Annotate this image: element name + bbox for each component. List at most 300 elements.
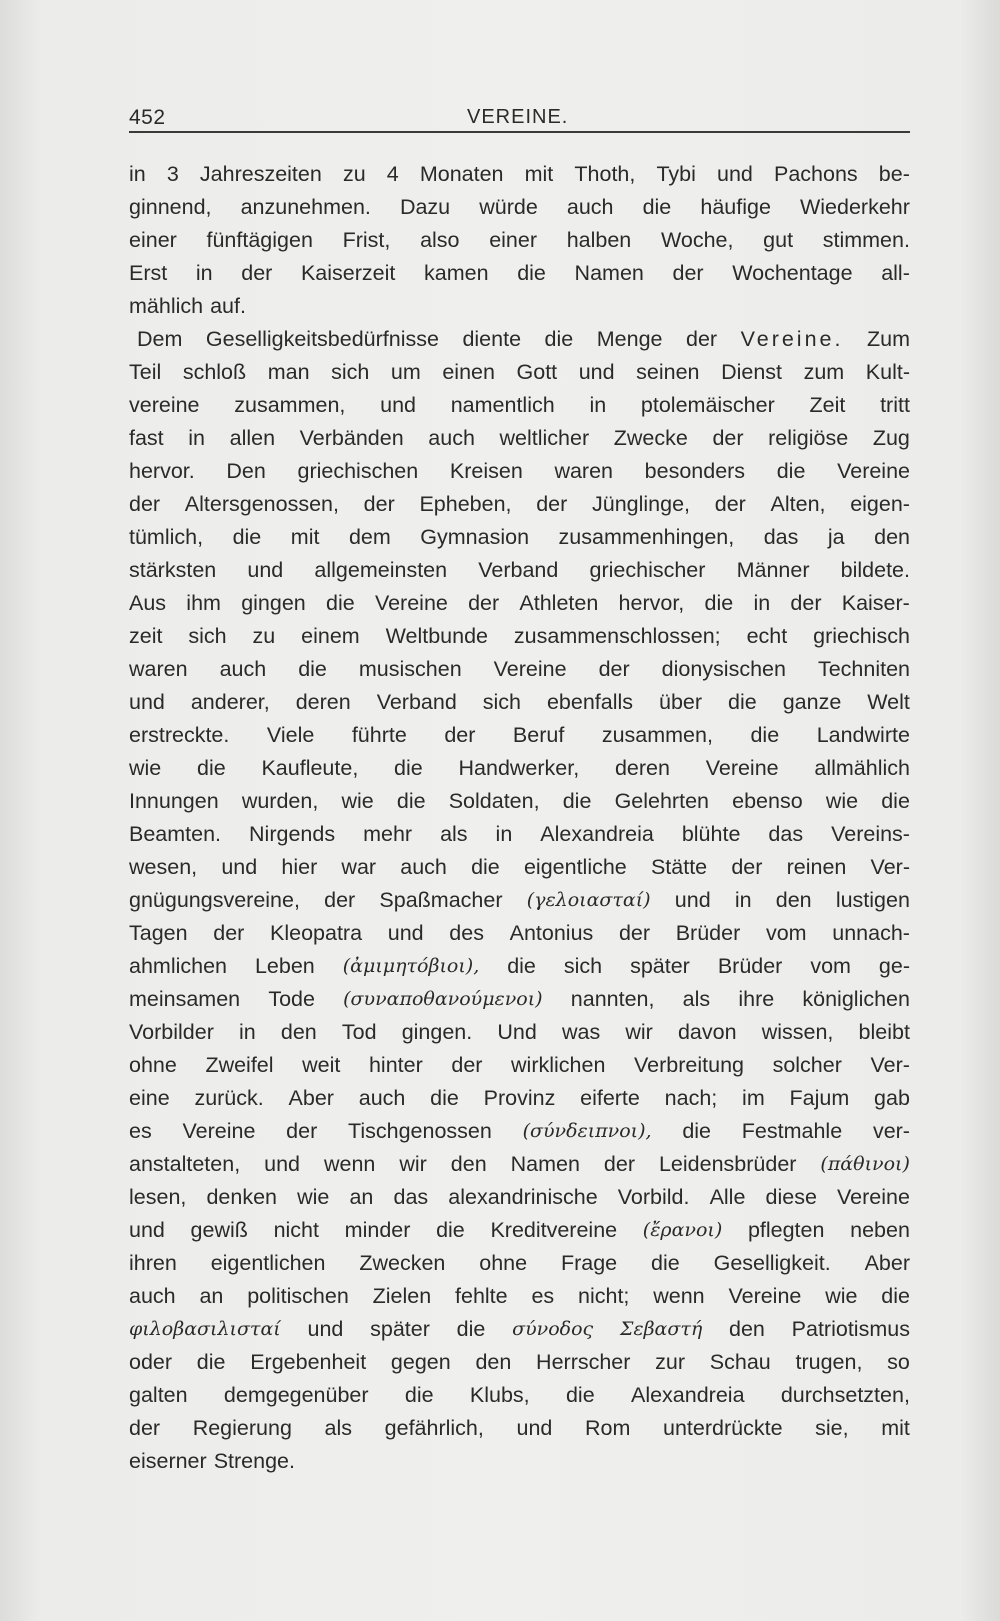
word: es — [531, 1284, 555, 1308]
word: (συναποθανούμενοι) — [343, 988, 543, 1010]
word: um — [390, 360, 421, 384]
word: hervor. — [129, 459, 195, 483]
word: den — [280, 1020, 317, 1044]
word: fast — [129, 426, 164, 450]
word: Wochentage — [732, 261, 853, 285]
word: Welt — [867, 690, 910, 714]
word: Aber — [288, 1086, 334, 1110]
word: die — [728, 690, 757, 714]
word: zeit — [129, 624, 163, 648]
text-line — [129, 851, 910, 884]
word: lustigen — [835, 888, 910, 912]
word: den — [729, 1317, 765, 1341]
word: in — [753, 591, 771, 615]
text-line — [129, 356, 910, 389]
word: waren — [554, 459, 613, 483]
word: auch — [566, 195, 614, 219]
word: Altersgenossen, — [184, 492, 339, 516]
word: meinsamen — [129, 987, 241, 1011]
word: seinen — [636, 360, 700, 384]
text-line — [129, 983, 910, 1016]
word: besonders — [644, 459, 746, 483]
word: hervor, — [618, 591, 685, 615]
word: die — [326, 591, 355, 615]
word: all- — [881, 261, 910, 285]
word: (ἔρανοι) — [642, 1219, 723, 1241]
word: eigen- — [850, 492, 910, 516]
word: religiöse — [768, 426, 849, 450]
word: die — [471, 855, 500, 879]
word: die — [396, 789, 426, 813]
word: die — [565, 1383, 595, 1407]
word: ohne — [129, 1053, 177, 1077]
word: Schau — [709, 1350, 771, 1374]
word: Gelehrten — [614, 789, 709, 813]
word: in — [239, 1020, 256, 1044]
text-line — [129, 587, 910, 620]
word: den — [775, 888, 812, 912]
word: anstalteten, — [129, 1152, 241, 1176]
word: Kreisen — [449, 459, 523, 483]
word: unnach- — [832, 921, 910, 945]
word: die — [197, 756, 226, 780]
word: königlichen — [802, 987, 910, 1011]
word: oder — [129, 1350, 173, 1374]
word: im — [742, 1086, 765, 1110]
text-line — [129, 1181, 910, 1214]
word: auch — [219, 657, 267, 681]
word: der — [451, 1053, 483, 1077]
word: an — [199, 1284, 224, 1308]
word: Techniten — [817, 657, 910, 681]
word: 4 — [386, 162, 399, 186]
word: allmählich — [814, 756, 910, 780]
word: Kult- — [865, 360, 910, 384]
text-line — [129, 257, 910, 290]
word: eine — [129, 1086, 170, 1110]
word: die — [298, 657, 327, 681]
body-text — [129, 158, 910, 1478]
word: war — [341, 855, 377, 879]
word: der — [603, 1152, 635, 1176]
word: die — [436, 1218, 465, 1242]
word: ja — [827, 525, 845, 549]
text-line — [129, 1115, 910, 1148]
word: stimmen. — [822, 228, 910, 252]
word: Festmahle — [741, 1119, 843, 1143]
word: und — [129, 1218, 165, 1242]
word: Alexandreia — [630, 1383, 745, 1407]
word: der — [712, 426, 744, 450]
word: Klubs, — [469, 1383, 530, 1407]
word: Ver- — [870, 855, 910, 879]
word: mählich — [129, 294, 204, 318]
running-head: VEREINE. — [467, 106, 569, 128]
word: Tagen — [129, 921, 188, 945]
word: mit — [524, 162, 554, 186]
word: führte — [351, 723, 407, 747]
word: als — [440, 822, 468, 846]
word: halben — [566, 228, 632, 252]
word: der — [714, 492, 746, 516]
word: die — [232, 525, 262, 549]
word: Regierung — [192, 1416, 292, 1440]
word: gewiß — [190, 1218, 248, 1242]
text-line — [129, 719, 910, 752]
word: wir — [399, 1152, 427, 1176]
word: in — [195, 261, 213, 285]
word: hier — [281, 855, 318, 879]
word: wir — [625, 1020, 653, 1044]
word: wie — [129, 756, 162, 780]
word: die — [456, 1317, 486, 1341]
word: wie — [341, 789, 374, 813]
word: erstreckte. — [129, 723, 230, 747]
word: der — [241, 261, 273, 285]
word: und — [387, 921, 424, 945]
text-line — [129, 917, 910, 950]
word: (γελοιασταί) — [526, 889, 651, 911]
word: in — [734, 888, 752, 912]
word: Woche, — [660, 228, 734, 252]
word: auch — [129, 1284, 176, 1308]
word: Tybi — [656, 162, 696, 186]
word: gab — [874, 1086, 910, 1110]
word: diente — [462, 327, 522, 351]
word: Männer — [736, 558, 810, 582]
word: solcher — [772, 1053, 842, 1077]
word: Frage — [560, 1251, 618, 1275]
word: zu — [252, 624, 276, 648]
word: wenn — [323, 1152, 376, 1176]
word: tritt — [880, 393, 910, 417]
word: Wiederkehr — [799, 195, 910, 219]
word: Athleten — [519, 591, 599, 615]
word: auch — [428, 426, 475, 450]
word: zur — [655, 1350, 686, 1374]
word: galten — [129, 1383, 188, 1407]
word: gefährlich, — [384, 1416, 484, 1440]
text-line — [129, 785, 910, 818]
word: allgemeinsten — [314, 558, 448, 582]
word: was — [561, 1020, 601, 1044]
word: sich — [331, 360, 370, 384]
word: Ver- — [870, 1053, 910, 1077]
word: Landwirte — [816, 723, 910, 747]
word: Spaßmacher — [379, 888, 503, 912]
word: echt — [746, 624, 788, 648]
word: die — [776, 459, 806, 483]
text-line — [129, 884, 910, 917]
word: Innungen — [129, 789, 219, 813]
word: als — [682, 987, 711, 1011]
word: alexandrinische — [448, 1185, 598, 1209]
text-line — [129, 1379, 910, 1412]
word: Gymnasion — [420, 525, 530, 549]
word: namentlich — [450, 393, 555, 417]
word: die — [704, 591, 734, 615]
word: Vereins- — [831, 822, 910, 846]
word: die — [750, 723, 780, 747]
word: an — [349, 1185, 374, 1209]
word: σύνοδος — [512, 1318, 594, 1340]
word: Vereine — [374, 591, 448, 615]
word: Provinz — [483, 1086, 556, 1110]
text-line — [129, 1049, 910, 1082]
word: Nirgends — [249, 822, 336, 846]
word: eiferte — [580, 1086, 640, 1110]
word: Jahreszeiten — [199, 162, 322, 186]
text-line — [129, 1346, 910, 1379]
word: später — [370, 1317, 430, 1341]
word: fehlte — [455, 1284, 508, 1308]
word: der — [536, 492, 568, 516]
text-line — [129, 1412, 910, 1445]
word: Patriotismus — [791, 1317, 910, 1341]
word: Soldaten, — [448, 789, 540, 813]
word: auch — [400, 855, 447, 879]
word: gegen — [390, 1350, 451, 1374]
word: Thoth, — [574, 162, 636, 186]
word: ganze — [782, 690, 842, 714]
word: durchsetzten, — [780, 1383, 910, 1407]
word: zusammen, — [234, 393, 346, 417]
word: ihren — [129, 1251, 177, 1275]
word: Strenge. — [213, 1449, 295, 1473]
word: Zug — [872, 426, 910, 450]
word: Ergebenheit — [250, 1350, 367, 1374]
word: Geselligkeitsbedürfnisse — [205, 327, 439, 351]
word: zum — [803, 360, 845, 384]
word: der — [286, 1119, 318, 1143]
word: die — [562, 789, 592, 813]
word: Gott — [516, 360, 558, 384]
word: einer — [129, 228, 177, 252]
text-line — [129, 323, 910, 356]
word: Alten, — [770, 492, 826, 516]
word: mit — [290, 525, 320, 549]
word: die — [682, 1119, 712, 1143]
word: über — [659, 690, 703, 714]
word: Zum — [866, 327, 910, 351]
word: minder — [344, 1218, 411, 1242]
word: Leben — [254, 954, 315, 978]
word: wie — [297, 1185, 330, 1209]
word: in — [589, 393, 607, 417]
word: Alexandreia — [540, 822, 654, 846]
word: der — [324, 888, 356, 912]
word: Kreditvereine — [490, 1218, 618, 1242]
word: Zweifel — [205, 1053, 274, 1077]
text-line — [129, 1247, 910, 1280]
word: der — [790, 591, 822, 615]
word: einem — [301, 624, 360, 648]
word: und — [674, 888, 711, 912]
word: Verband — [376, 690, 457, 714]
word: ahmlichen — [129, 954, 227, 978]
word: die — [430, 1086, 459, 1110]
word: Brüder — [675, 921, 741, 945]
text-line — [129, 950, 910, 983]
word: Frist, — [342, 228, 391, 252]
word: dionysischen — [661, 657, 786, 681]
word: Vorbild. — [617, 1185, 690, 1209]
word: so — [887, 1350, 910, 1374]
word: wesen, — [129, 855, 198, 879]
word: Verband — [478, 558, 559, 582]
word: griechischen — [297, 459, 419, 483]
word: in — [188, 426, 205, 450]
word: der — [468, 591, 500, 615]
word: weltlicher — [499, 426, 590, 450]
word: Tod — [341, 1020, 377, 1044]
word: allen — [229, 426, 276, 450]
word: und — [380, 393, 416, 417]
word: gingen. — [401, 1020, 473, 1044]
word: sie, — [815, 1416, 849, 1440]
word: diese — [765, 1185, 817, 1209]
word: nicht — [273, 1218, 319, 1242]
word: Beamten. — [129, 822, 222, 846]
text-line — [129, 818, 910, 851]
word: vom — [810, 954, 851, 978]
word: φιλοβασιλισταί — [129, 1318, 281, 1340]
word: Handwerker, — [458, 756, 580, 780]
word: Vereine — [837, 1185, 910, 1209]
word: (πάθινοι) — [820, 1153, 910, 1175]
text-line — [129, 1313, 910, 1346]
word: demgegenüber — [223, 1383, 369, 1407]
word: Vereine. — [740, 327, 844, 351]
word: wirklichen — [511, 1053, 606, 1077]
word: ihm — [186, 591, 221, 615]
word: die — [404, 1383, 434, 1407]
word: ebenfalls — [546, 690, 634, 714]
word: wie — [825, 1284, 858, 1308]
word: der — [129, 492, 161, 516]
word: eigentliche — [523, 855, 627, 879]
word: der — [672, 261, 704, 285]
word: 3 — [166, 162, 179, 186]
word: zu — [342, 162, 366, 186]
word: Jünglinge, — [592, 492, 691, 516]
text-line — [129, 752, 910, 785]
word: und — [264, 1152, 301, 1176]
word: Verbänden — [299, 426, 404, 450]
text-line — [129, 521, 910, 554]
word: nicht; — [578, 1284, 630, 1308]
word: und — [578, 360, 615, 384]
word: Tischgenossen — [348, 1119, 492, 1143]
word: Vorbilder — [129, 1020, 214, 1044]
word: der — [731, 855, 763, 879]
word: weit — [302, 1053, 341, 1077]
word: politischen — [247, 1284, 349, 1308]
text-line — [129, 686, 910, 719]
text-line — [129, 389, 910, 422]
word: denken — [206, 1185, 278, 1209]
word: Brüder — [717, 954, 783, 978]
word: Menge — [596, 327, 663, 351]
word: deren — [614, 756, 670, 780]
word: man — [267, 360, 310, 384]
word: sich — [563, 954, 603, 978]
word: mit — [881, 1416, 910, 1440]
text-line — [129, 1016, 910, 1049]
word: be- — [878, 162, 910, 186]
text-line — [129, 290, 910, 323]
word: Vereine — [182, 1119, 256, 1143]
word: eigentlichen — [210, 1251, 326, 1275]
word: der — [686, 327, 718, 351]
word: Epheben, — [419, 492, 512, 516]
word: einen — [442, 360, 495, 384]
word: vom — [765, 921, 807, 945]
text-line — [129, 158, 910, 191]
word: zusammenschlossen; — [513, 624, 721, 648]
word: unterdrückte — [663, 1416, 783, 1440]
word: wie — [825, 789, 859, 813]
word: (σύνδειπνοι), — [522, 1120, 652, 1142]
word: wenn — [653, 1284, 705, 1308]
word: blühte — [681, 822, 741, 846]
word: dem — [348, 525, 391, 549]
text-line — [129, 653, 910, 686]
word: Verbreitung — [634, 1053, 744, 1077]
word: auf. — [210, 294, 246, 318]
word: und — [221, 855, 258, 879]
text-line — [129, 488, 910, 521]
word: Fajum — [789, 1086, 850, 1110]
word: sich — [188, 624, 227, 648]
word: Zeit — [809, 393, 846, 417]
word: den — [475, 1350, 512, 1374]
text-line — [129, 1445, 910, 1478]
word: Kaiserzeit — [300, 261, 396, 285]
word: Aber — [864, 1251, 910, 1275]
word: ebenso — [732, 789, 803, 813]
word: anzunehmen. — [240, 195, 371, 219]
page-number: 452 — [129, 106, 166, 129]
word: Aus — [129, 591, 167, 615]
word: fünftägigen — [206, 228, 313, 252]
word: der — [444, 723, 476, 747]
word: als — [324, 1416, 353, 1440]
word: Zwecken — [359, 1251, 446, 1275]
word: Geselligkeit. — [713, 1251, 831, 1275]
word: nannten, — [570, 987, 655, 1011]
word: Namen — [574, 261, 644, 285]
word: der — [618, 921, 651, 945]
word: lesen, — [129, 1185, 187, 1209]
word: also — [420, 228, 460, 252]
word: und — [247, 558, 284, 582]
word: Dazu — [399, 195, 451, 219]
word: und — [516, 1416, 553, 1440]
word: ptolemäischer — [640, 393, 775, 417]
word: musischen — [358, 657, 462, 681]
word: Beruf — [512, 723, 565, 747]
word: und — [129, 690, 165, 714]
word: später — [630, 954, 690, 978]
word: reinen — [786, 855, 847, 879]
text-line — [129, 1148, 910, 1181]
text-line — [129, 620, 910, 653]
word: Rom — [584, 1416, 631, 1440]
word: griechischer — [589, 558, 706, 582]
word: sich — [482, 690, 521, 714]
word: das — [768, 822, 804, 846]
